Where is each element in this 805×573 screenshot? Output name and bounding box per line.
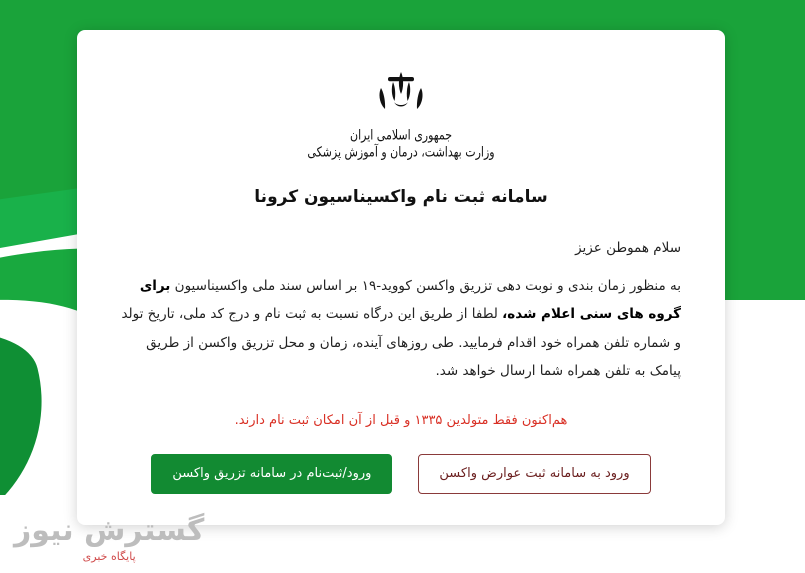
description-part-1: به منظور زمان بندی و نوبت دهی تزریق واکسن کووید-۱۹ بر اساس سند ملی واکسیناسیون [170,278,681,294]
description-paragraph [121,272,681,385]
background-green-right [745,0,805,300]
adverse-effects-report-button[interactable]: ورود به سامانه ثبت عوارض واکسن [418,454,650,494]
description-part-2: لطفا از طریق این درگاه نسبت به ثبت نام و درج کد ملی، تاریخ تولد و شماره تلفن همراه خود اقدام فرمایید. طی روزهای آینده، زمان و محل تزریق واکسن از طریق پیامک به تلفن همراه شما ارسال خواهد شد. [121,306,681,380]
emblem-block [121,64,681,161]
vaccination-registration-card [77,30,725,525]
vaccine-registration-button[interactable]: ورود/ثبت‌نام در سامانه تزریق واکسن [151,454,392,494]
watermark-subtitle: پایگاه خبری [82,550,136,563]
description-bold-phrase: برای گروه های سنی اعلام شده، [139,278,681,323]
watermark-brand: گسترش نیوز [14,513,205,548]
iran-emblem-icon [364,64,438,126]
ministry-line-ministry: وزارت بهداشت، درمان و آموزش پزشکی [307,143,495,160]
site-watermark [14,513,205,563]
page-title: سامانه ثبت نام واکسیناسیون کرونا [254,187,548,207]
ministry-line-country: جمهوری اسلامی ایران [349,127,453,144]
greeting-text: سلام هموطن عزیز [575,240,681,256]
action-button-row [121,454,681,494]
eligibility-notice: هم‌اکنون فقط متولدین ۱۳۳۵ و قبل از آن امکان ثبت نام دارند. [234,413,568,429]
ministry-text-block [307,128,494,161]
